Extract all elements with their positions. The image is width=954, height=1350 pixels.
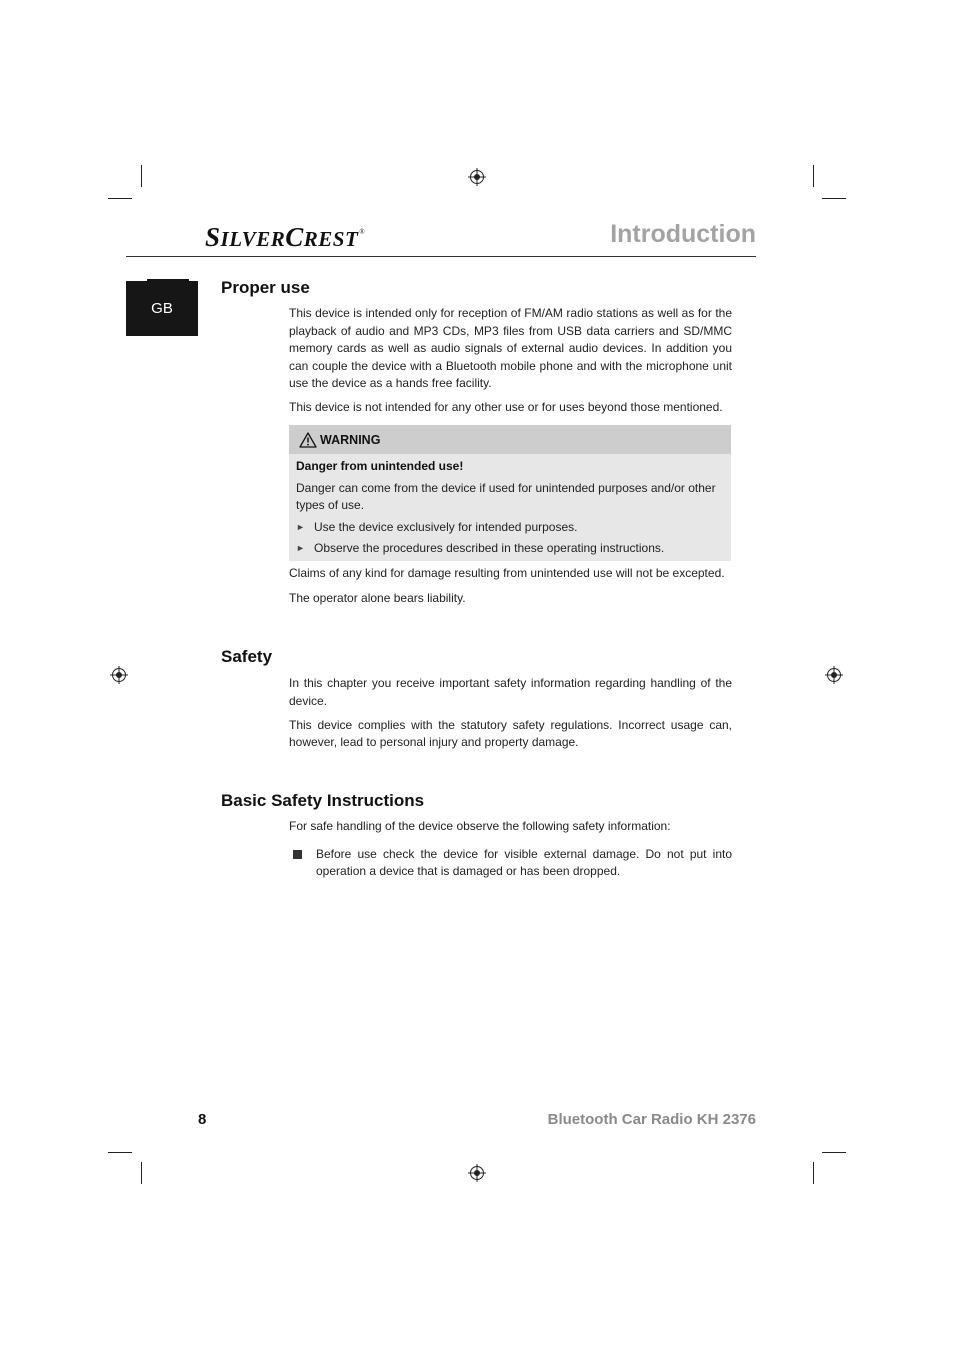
warning-text: Danger can come from the device if used for unintended purposes and/or other types of use. — [296, 480, 716, 512]
registration-mark-icon — [825, 666, 843, 684]
arrow-icon: ► — [296, 521, 305, 532]
warning-triangle-icon — [299, 432, 317, 448]
warning-step-text: Use the device exclusively for intended purposes. — [314, 519, 578, 534]
paragraph: This device is not intended for any other use or for uses beyond those mentioned. — [289, 400, 723, 414]
registration-mark-icon — [110, 666, 128, 684]
section-heading-basic-safety: Basic Safety Instructions — [221, 791, 425, 810]
paragraph: For safe handling of the device observe the following safety information: — [289, 819, 671, 833]
crop-mark — [108, 198, 132, 199]
warning-title: Danger from unintended use! — [296, 459, 464, 473]
warning-step — [296, 540, 724, 558]
crop-mark — [813, 165, 814, 187]
safety-body — [289, 675, 732, 758]
basic-safety-body — [289, 818, 732, 881]
paragraph: Claims of any kind for damage resulting from unintended use will not be excepted. — [289, 566, 725, 580]
warning-header — [289, 425, 731, 454]
language-tab: GB — [126, 281, 198, 336]
proper-use-body — [289, 305, 732, 423]
page-number: 8 — [198, 1111, 207, 1128]
list-item-text: Before use check the device for visible external damage. Do not put into operation a device that is damaged or has been dropped. — [316, 846, 732, 878]
product-name: Bluetooth Car Radio KH 2376 — [547, 1111, 756, 1128]
paragraph: This device is intended only for reception of FM/AM radio stations as well as for the playback of audio and MP3 CDs, MP3 files from USB data carriers and SD/MMC memory cards as well as audio signals of external audio devices. In addition you can couple the device with a Bluetooth mobile phone and with the microphone unit use the device as a hands free facility. — [289, 306, 732, 390]
paragraph: In this chapter you receive important safety information regarding handling of the device. — [289, 676, 732, 708]
crop-mark — [813, 1162, 814, 1184]
list-item — [289, 846, 732, 881]
paragraph: This device complies with the statutory safety regulations. Incorrect usage can, however, lead to personal injury and property damage. — [289, 717, 732, 749]
registration-mark-icon — [468, 168, 486, 186]
section-heading-safety: Safety — [221, 647, 273, 666]
brand-logo: SILVERCREST® — [205, 222, 366, 252]
crop-mark — [822, 1152, 846, 1153]
crop-mark — [822, 198, 846, 199]
proper-use-after — [289, 565, 732, 614]
section-heading-proper-use: Proper use — [221, 278, 310, 297]
square-bullet-icon — [293, 850, 302, 859]
registration-mark-icon — [468, 1164, 486, 1182]
warning-step — [296, 519, 724, 537]
header-rule — [126, 256, 756, 257]
warning-box — [289, 425, 731, 561]
crop-mark — [141, 165, 142, 187]
warning-step-text: Observe the procedures described in these operating instructions. — [314, 540, 665, 555]
crop-mark — [141, 1162, 142, 1184]
arrow-icon: ► — [296, 542, 305, 553]
warning-label: WARNING — [320, 432, 381, 447]
paragraph: The operator alone bears liability. — [289, 591, 466, 605]
crop-mark — [108, 1152, 132, 1153]
chapter-title: Introduction — [610, 220, 756, 248]
